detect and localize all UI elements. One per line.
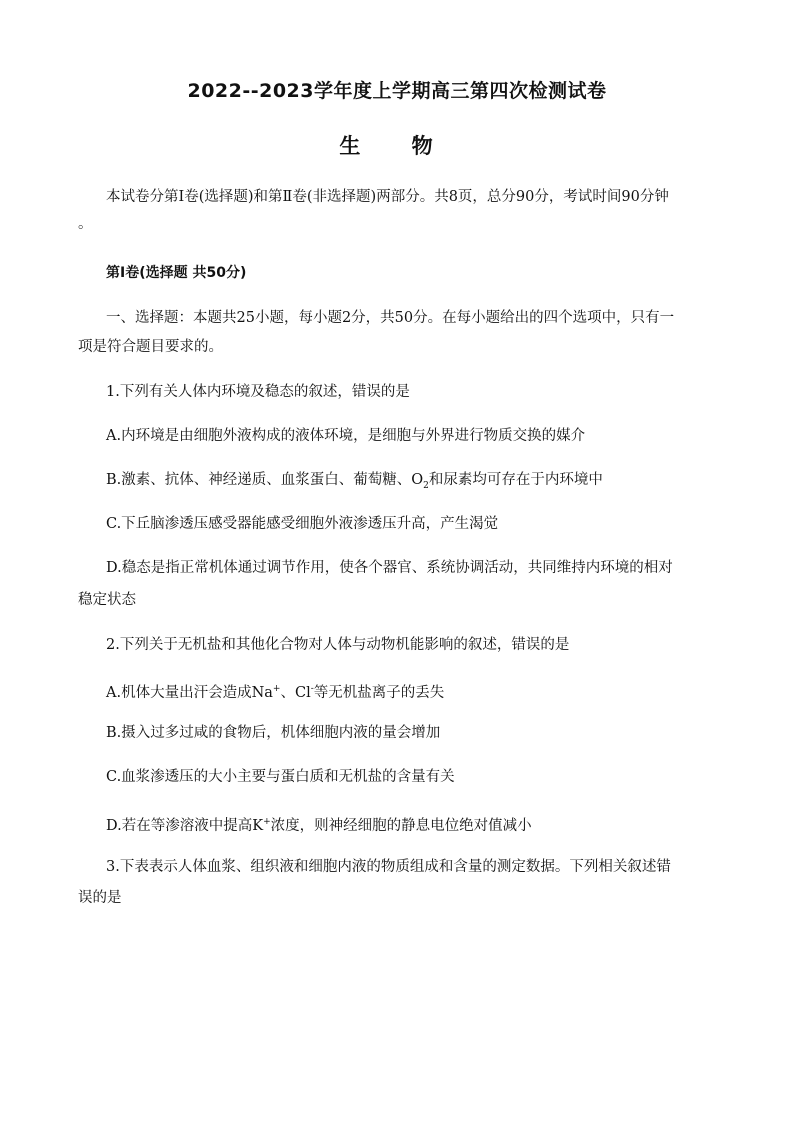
option-a-text-1: A.机体大量出汗会造成Na: [106, 684, 273, 701]
option-a-text-2: 、Cl: [280, 684, 311, 701]
question-1-option-d-line-2: 稳定状态: [78, 592, 136, 608]
option-a-superscript-2: -: [310, 684, 314, 694]
intro-line-1: 本试卷分第Ⅰ卷(选择题)和第Ⅱ卷(非选择题)两部分。共8页，总分90分，考试时间90分钟: [106, 189, 669, 205]
instructions-line-1: 一、选择题：本题共25小题，每小题2分，共50分。在每小题给出的四个选项中，只有一: [106, 310, 675, 326]
option-d-text-1: D.若在等渗溶液中提高K: [106, 817, 264, 834]
question-1-option-c: C.下丘脑渗透压感受器能感受细胞外液渗透压升高，产生渴觉: [106, 516, 499, 532]
question-3-stem-line-2: 误的是: [78, 890, 122, 906]
option-a-text-3: 等无机盐离子的丢失: [313, 684, 445, 701]
subject-title: 生 物: [339, 134, 455, 158]
question-1-option-a: A.内环境是由细胞外液构成的液体环境，是细胞与外界进行物质交换的媒介: [106, 428, 586, 444]
question-1-option-b: [106, 464, 728, 503]
question-2-option-d: [106, 806, 728, 843]
question-2-stem: 2.下列关于无机盐和其他化合物对人体与动物机能影响的叙述，错误的是: [106, 637, 570, 653]
option-d-superscript: +: [263, 817, 271, 827]
intro-line-2: 。: [78, 216, 93, 232]
instructions-line-2: 项是符合题目要求的。: [78, 339, 223, 355]
question-1-option-d-line-1: D.稳态是指正常机体通过调节作用，使各个器官、系统协调活动，共同维持内环境的相对: [106, 560, 673, 576]
question-2-option-c: C.血浆渗透压的大小主要与蛋白质和无机盐的含量有关: [106, 769, 455, 785]
question-2-option-b: B.摄入过多过咸的食物后，机体细胞内液的量会增加: [106, 725, 441, 741]
option-b-subscript: 2: [423, 480, 429, 491]
question-2-option-a: [106, 673, 728, 710]
section-heading: 第Ⅰ卷(选择题 共50分): [106, 265, 247, 281]
option-b-text-1: B.激素、抗体、神经递质、血浆蛋白、葡萄糖、O: [106, 472, 424, 488]
question-1-stem: 1.下列有关人体内环境及稳态的叙述，错误的是: [106, 384, 410, 400]
option-b-text-2: 和尿素均可存在于内环境中: [428, 472, 603, 488]
option-a-superscript-1: +: [272, 684, 281, 694]
exam-title: 2022--2023学年度上学期高三第四次检测试卷: [187, 80, 607, 102]
option-d-text-2: 浓度，则神经细胞的静息电位绝对值减小: [270, 817, 532, 834]
question-3-stem-line-1: 3.下表表示人体血浆、组织液和细胞内液的物质组成和含量的测定数据。下列相关叙述错: [106, 859, 671, 875]
